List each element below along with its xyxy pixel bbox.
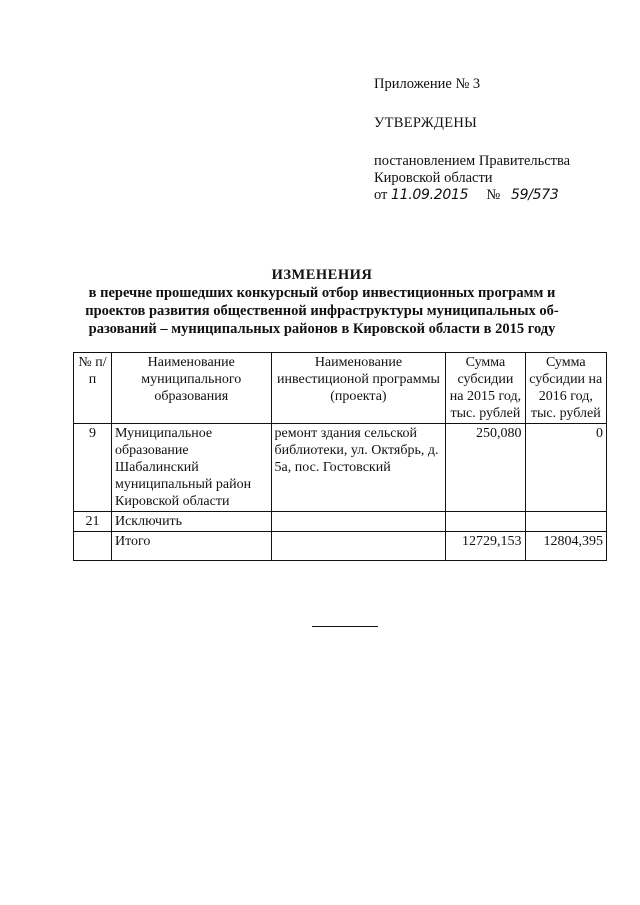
title-line-1: в перечне прошедших конкурсный отбор инвестиционных программ и [88, 285, 556, 301]
table-row [74, 424, 607, 512]
header-sum-2015: Сумма субсидии на 2015 год, тыс. рублей [446, 353, 525, 424]
cell-num: 9 [74, 424, 112, 512]
resolution-line-1: постановлением Правительства [374, 153, 571, 169]
appendix-label: Приложение № 3 [374, 76, 481, 92]
cell-municipality: Исключить [111, 512, 271, 532]
cell-program: ремонт здания сельской библиотеки, ул. Октябрь, д. 5а, пос. Гостовский [271, 424, 446, 512]
handwritten-number: 59/573 [511, 187, 559, 203]
title-main: ИЗМЕНЕНИЯ [271, 267, 373, 283]
cell-program-empty [271, 532, 446, 561]
title-line-2: проектов развития общественной инфраструктуры муниципальных об- [85, 303, 559, 319]
cell-sum-2015 [446, 512, 525, 532]
resolution-block [374, 153, 624, 204]
approved-label: УТВЕРЖДЕНЫ [374, 115, 478, 131]
table-header-row [74, 353, 607, 424]
cell-num-empty [74, 532, 112, 561]
cell-municipality: Муниципальное образование Шабалинский муниципальный район Кировской области [111, 424, 271, 512]
title-line-3: разований – муниципальных районов в Кировской области в 2015 году [88, 321, 556, 337]
header-program: Наименование инвестиционой программы (проекта) [271, 353, 446, 424]
total-sum-2016: 12804,395 [525, 532, 606, 561]
header-sum-2016: Сумма субсидии на 2016 год, тыс. рублей [525, 353, 606, 424]
header-num: № п/п [74, 353, 112, 424]
resolution-line-2: Кировской области [374, 170, 493, 186]
table-row [74, 512, 607, 532]
cell-sum-2015: 250,080 [446, 424, 525, 512]
header-municipality: Наименование муниципального образования [111, 353, 271, 424]
resolution-date-number [374, 187, 624, 204]
cell-num: 21 [74, 512, 112, 532]
total-label: Итого [111, 532, 271, 561]
total-sum-2015: 12729,153 [446, 532, 525, 561]
cell-program [271, 512, 446, 532]
total-row [74, 532, 607, 561]
cell-sum-2016: 0 [525, 424, 606, 512]
document-title [62, 266, 582, 338]
changes-table [73, 352, 607, 561]
number-prefix: № [486, 187, 501, 203]
handwritten-date: 11.09.2015 [391, 187, 469, 203]
cell-sum-2016 [525, 512, 606, 532]
closing-rule [312, 626, 378, 627]
approval-header [374, 76, 624, 204]
date-prefix: от [374, 187, 388, 203]
